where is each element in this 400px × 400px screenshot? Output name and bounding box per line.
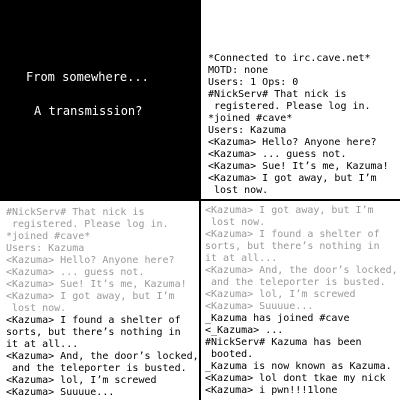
chat-line-previous: <Kazuma> I got away, but I’m <box>6 291 175 302</box>
chat-line-previous: registered. Please log in. <box>6 219 169 230</box>
chat-line: <Kazuma> Hello? Anyone here? <box>208 137 377 148</box>
chat-line-previous: <Kazuma> I got away, but I’m <box>205 205 374 216</box>
chat-line: _Kazuma has joined #cave <box>205 313 350 324</box>
chat-line: <_Kazuma> ... <box>205 325 284 336</box>
chat-line-previous: it at all... <box>205 253 278 264</box>
chat-line-previous: Users: Kazuma <box>6 243 85 254</box>
chat-line-previous: <Kazuma> lol, I’m screwed <box>205 289 356 300</box>
chat-line-previous: and the teleporter is busted. <box>205 277 386 288</box>
chat-line: <Kazuma> I got away, but I’m <box>208 173 377 184</box>
chat-line: *Connected to irc.cave.net* <box>208 53 371 64</box>
chat-line: #NickServ# Kazuma has been <box>205 337 362 348</box>
chat-line: Users: 1 Ops: 0 <box>208 77 299 88</box>
chat-line: Users: Kazuma <box>208 125 287 136</box>
narration-panel <box>0 0 199 199</box>
chat-line: it at all... <box>6 339 79 350</box>
chat-line: #NickServ# That nick is <box>208 89 347 100</box>
chat-line: registered. Please log in. <box>208 101 371 112</box>
chat-line-previous: sorts, but there’s nothing in <box>205 241 380 252</box>
chat-line-previous: <Kazuma> And, the door’s locked, <box>205 265 398 276</box>
chat-log-bottom-left <box>6 207 199 399</box>
chat-line: lost now. <box>208 185 269 196</box>
chat-log-top-right <box>208 53 389 197</box>
chat-line-previous: <Kazuma> I found a shelter of <box>205 229 380 240</box>
chat-line: booted. <box>205 349 254 360</box>
chat-line-previous: <Kazuma> Suuuue... <box>205 301 314 312</box>
narration-line-2: A transmission? <box>34 104 143 118</box>
panel-divider-horizontal <box>0 199 400 201</box>
chat-line-previous: #NickServ# That nick is <box>6 207 145 218</box>
chat-line-previous: *joined #cave* <box>6 231 91 242</box>
chat-line: <Kazuma> i pwn!!!1lone <box>205 385 338 396</box>
chat-line: <Kazuma> I found a shelter of <box>6 315 181 326</box>
chat-line: <Kazuma> Sue! It’s me, Kazuma! <box>208 161 389 172</box>
chat-line-previous: <Kazuma> ... guess not. <box>6 267 145 278</box>
chat-line: MOTD: none <box>208 65 269 76</box>
chat-line: sorts, but there’s nothing in <box>6 327 181 338</box>
chat-log-bottom-right <box>205 205 398 397</box>
chat-line-previous: lost now. <box>205 217 266 228</box>
chat-line: <Kazuma> And, the door’s locked, <box>6 351 199 362</box>
chat-line: <Kazuma> lol, I’m screwed <box>6 375 157 386</box>
chat-panel-bottom-right <box>201 201 400 400</box>
chat-line-previous: <Kazuma> Sue! It’s me, Kazuma! <box>6 279 187 290</box>
narration-line-1: From somewhere... <box>26 70 149 84</box>
chat-panel-top-right <box>201 0 400 199</box>
chat-panel-bottom-left <box>0 201 199 400</box>
chat-line: <Kazuma> lol dont tkae my nick <box>205 373 386 384</box>
chat-line: *joined #cave* <box>208 113 293 124</box>
chat-line: and the teleporter is busted. <box>6 363 187 374</box>
chat-line: <Kazuma> ... guess not. <box>208 149 347 160</box>
chat-line-previous: <Kazuma> Hello? Anyone here? <box>6 255 175 266</box>
chat-line-previous: lost now. <box>6 303 67 314</box>
chat-line: <Kazuma> Suuuue... <box>6 387 115 398</box>
chat-line: _Kazuma is now known as Kazuma. <box>205 361 392 372</box>
